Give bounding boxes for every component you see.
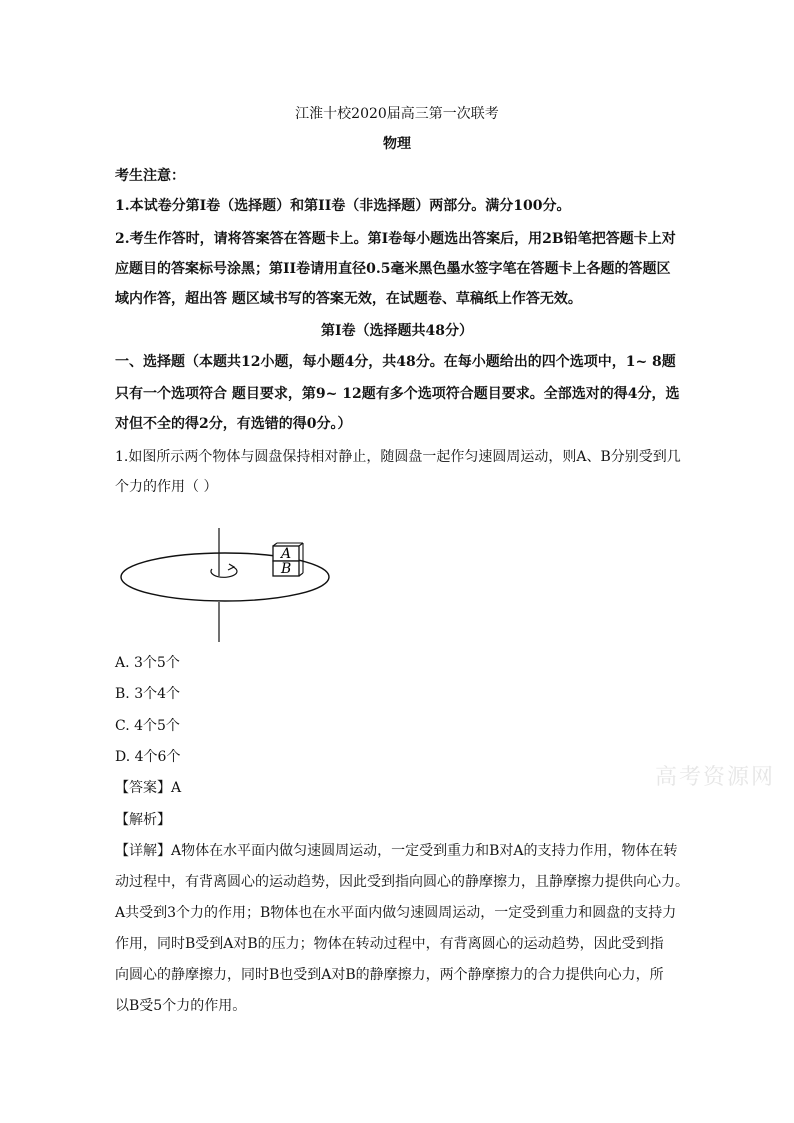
volume-title: 第I卷（选择题共48分） <box>320 323 474 339</box>
option-a: A. 3个5个 <box>115 655 180 671</box>
option-c: C. 4个5个 <box>115 718 180 734</box>
detail-line-5: 向圆心的静摩擦力，同时B也受到A对B的静摩擦力，两个静摩擦力的合力提供向心力，所 <box>115 967 664 983</box>
analysis-heading: 【解析】 <box>115 812 171 828</box>
exam-title: 江淮十校2020届高三第一次联考 <box>295 106 499 122</box>
notice-heading: 考生注意： <box>115 168 185 184</box>
detail-line-1: 【详解】A物体在水平面内做匀速圆周运动，一定受到重力和B对A的支持力作用，物体在转 <box>115 843 678 859</box>
watermark: 高考资源网 <box>655 765 776 790</box>
section-line-1: 一、选择题（本题共12小题，每小题4分，共48分。在每小题给出的四个选项中，1~ 8题 <box>115 354 676 370</box>
option-b: B. 3个4个 <box>115 686 181 702</box>
subject-title: 物理 <box>383 136 411 152</box>
detail-line-2: 动过程中，有背离圆心的运动趋势，因此受到指向圆心的静摩擦力，且静摩擦力提供向心力。 <box>115 874 689 890</box>
detail-line-4: 作用，同时B受到A对B的压力；物体在转动过程中，有背离圆心的运动趋势，因此受到指 <box>115 936 664 952</box>
option-d: D. 4个6个 <box>115 749 181 765</box>
notice-line-2: 2.考生作答时，请将答案答在答题卡上。第I卷每小题选出答案后，用2B铅笔把答题卡上对 <box>115 231 676 247</box>
detail-line-3: A共受到3个力的作用；B物体也在水平面内做匀速圆周运动，一定受到重力和圆盘的支持力 <box>115 905 677 921</box>
notice-line-1: 1.本试卷分第I卷（选择题）和第II卷（非选择题）两部分。满分100分。 <box>115 198 571 214</box>
detail-line-6: 以B受5个力的作用。 <box>115 998 247 1014</box>
section-line-3: 对但不全的得2分，有选错的得0分。） <box>115 416 352 432</box>
arrow-head-icon <box>228 564 234 570</box>
block-a-label: A <box>281 546 292 562</box>
notice-line-3: 应题目的答案标号涂黑；第II卷请用直径0.5毫米黑色墨水签字笔在答题卡上各题的答题区 <box>115 261 671 277</box>
rotation-arrow-icon <box>211 567 237 577</box>
disc-figure <box>118 528 333 644</box>
question1-stem-line-2: 个力的作用（ ） <box>115 479 218 495</box>
question1-stem-line-1: 1.如图所示两个物体与圆盘保持相对静止，随圆盘一起作匀速圆周运动，则A、B分别受到几 <box>115 449 681 465</box>
notice-line-4: 域内作答，超出答 题区域书写的答案无效，在试题卷、草稿纸上作答无效。 <box>115 291 582 307</box>
section-line-2: 只有一个选项符合 题目要求，第9~ 12题有多个选项符合题目要求。全部选对的得4分，选 <box>115 386 680 402</box>
block-b-label: B <box>281 561 292 577</box>
answer: 【答案】A <box>115 780 182 796</box>
